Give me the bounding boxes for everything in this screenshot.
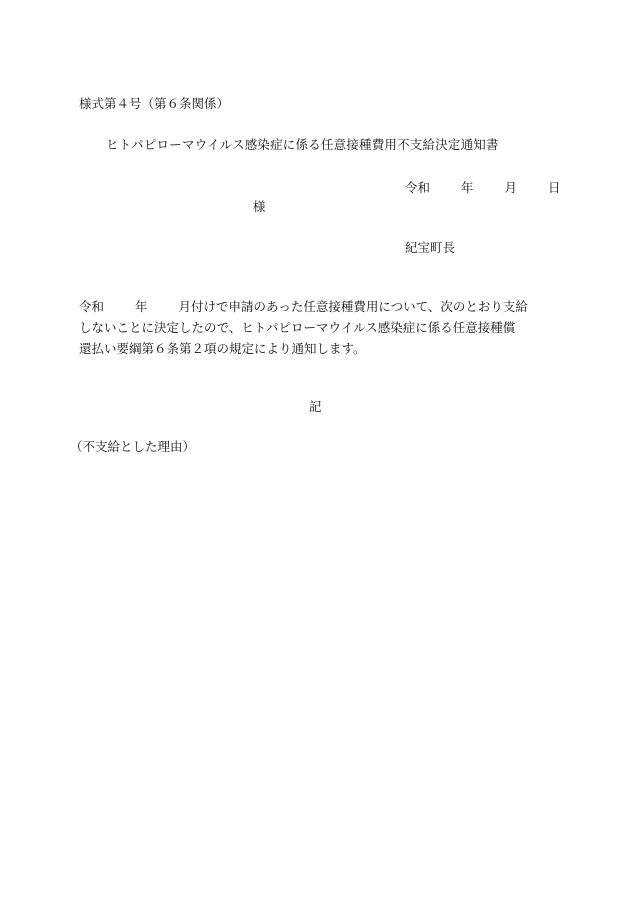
form-number: 様式第４号（第６条関係） <box>79 96 230 111</box>
date-month-label: 月 <box>504 180 518 195</box>
body-line-2: しないことに決定したので、ヒトパピローマウイルス感染症に係る任意接種償 <box>79 320 516 335</box>
body-line-3: 還払い要綱第６条第２項の規定により通知します。 <box>79 341 366 356</box>
date-day-label: 日 <box>548 180 561 195</box>
notice-body <box>79 296 559 359</box>
issue-date <box>405 180 561 196</box>
date-year-label: 年 <box>461 180 474 195</box>
document-title: ヒトパピローマウイルス感染症に係る任意接種費用不支給決定通知書 <box>106 137 499 152</box>
ki-heading: 記 <box>309 399 322 414</box>
body-era: 令和 <box>79 299 105 314</box>
body-line-1 <box>79 296 559 317</box>
reason-label: （不支給とした理由） <box>70 439 196 454</box>
body-year-label: 年 <box>135 299 148 314</box>
addressee-honorific: 様 <box>253 199 266 214</box>
body-line-1-text: 月付けで申請のあった任意接種費用について、次のとおり支給 <box>178 299 528 314</box>
date-era: 令和 <box>405 180 431 195</box>
issuer-name: 紀宝町長 <box>405 240 456 255</box>
